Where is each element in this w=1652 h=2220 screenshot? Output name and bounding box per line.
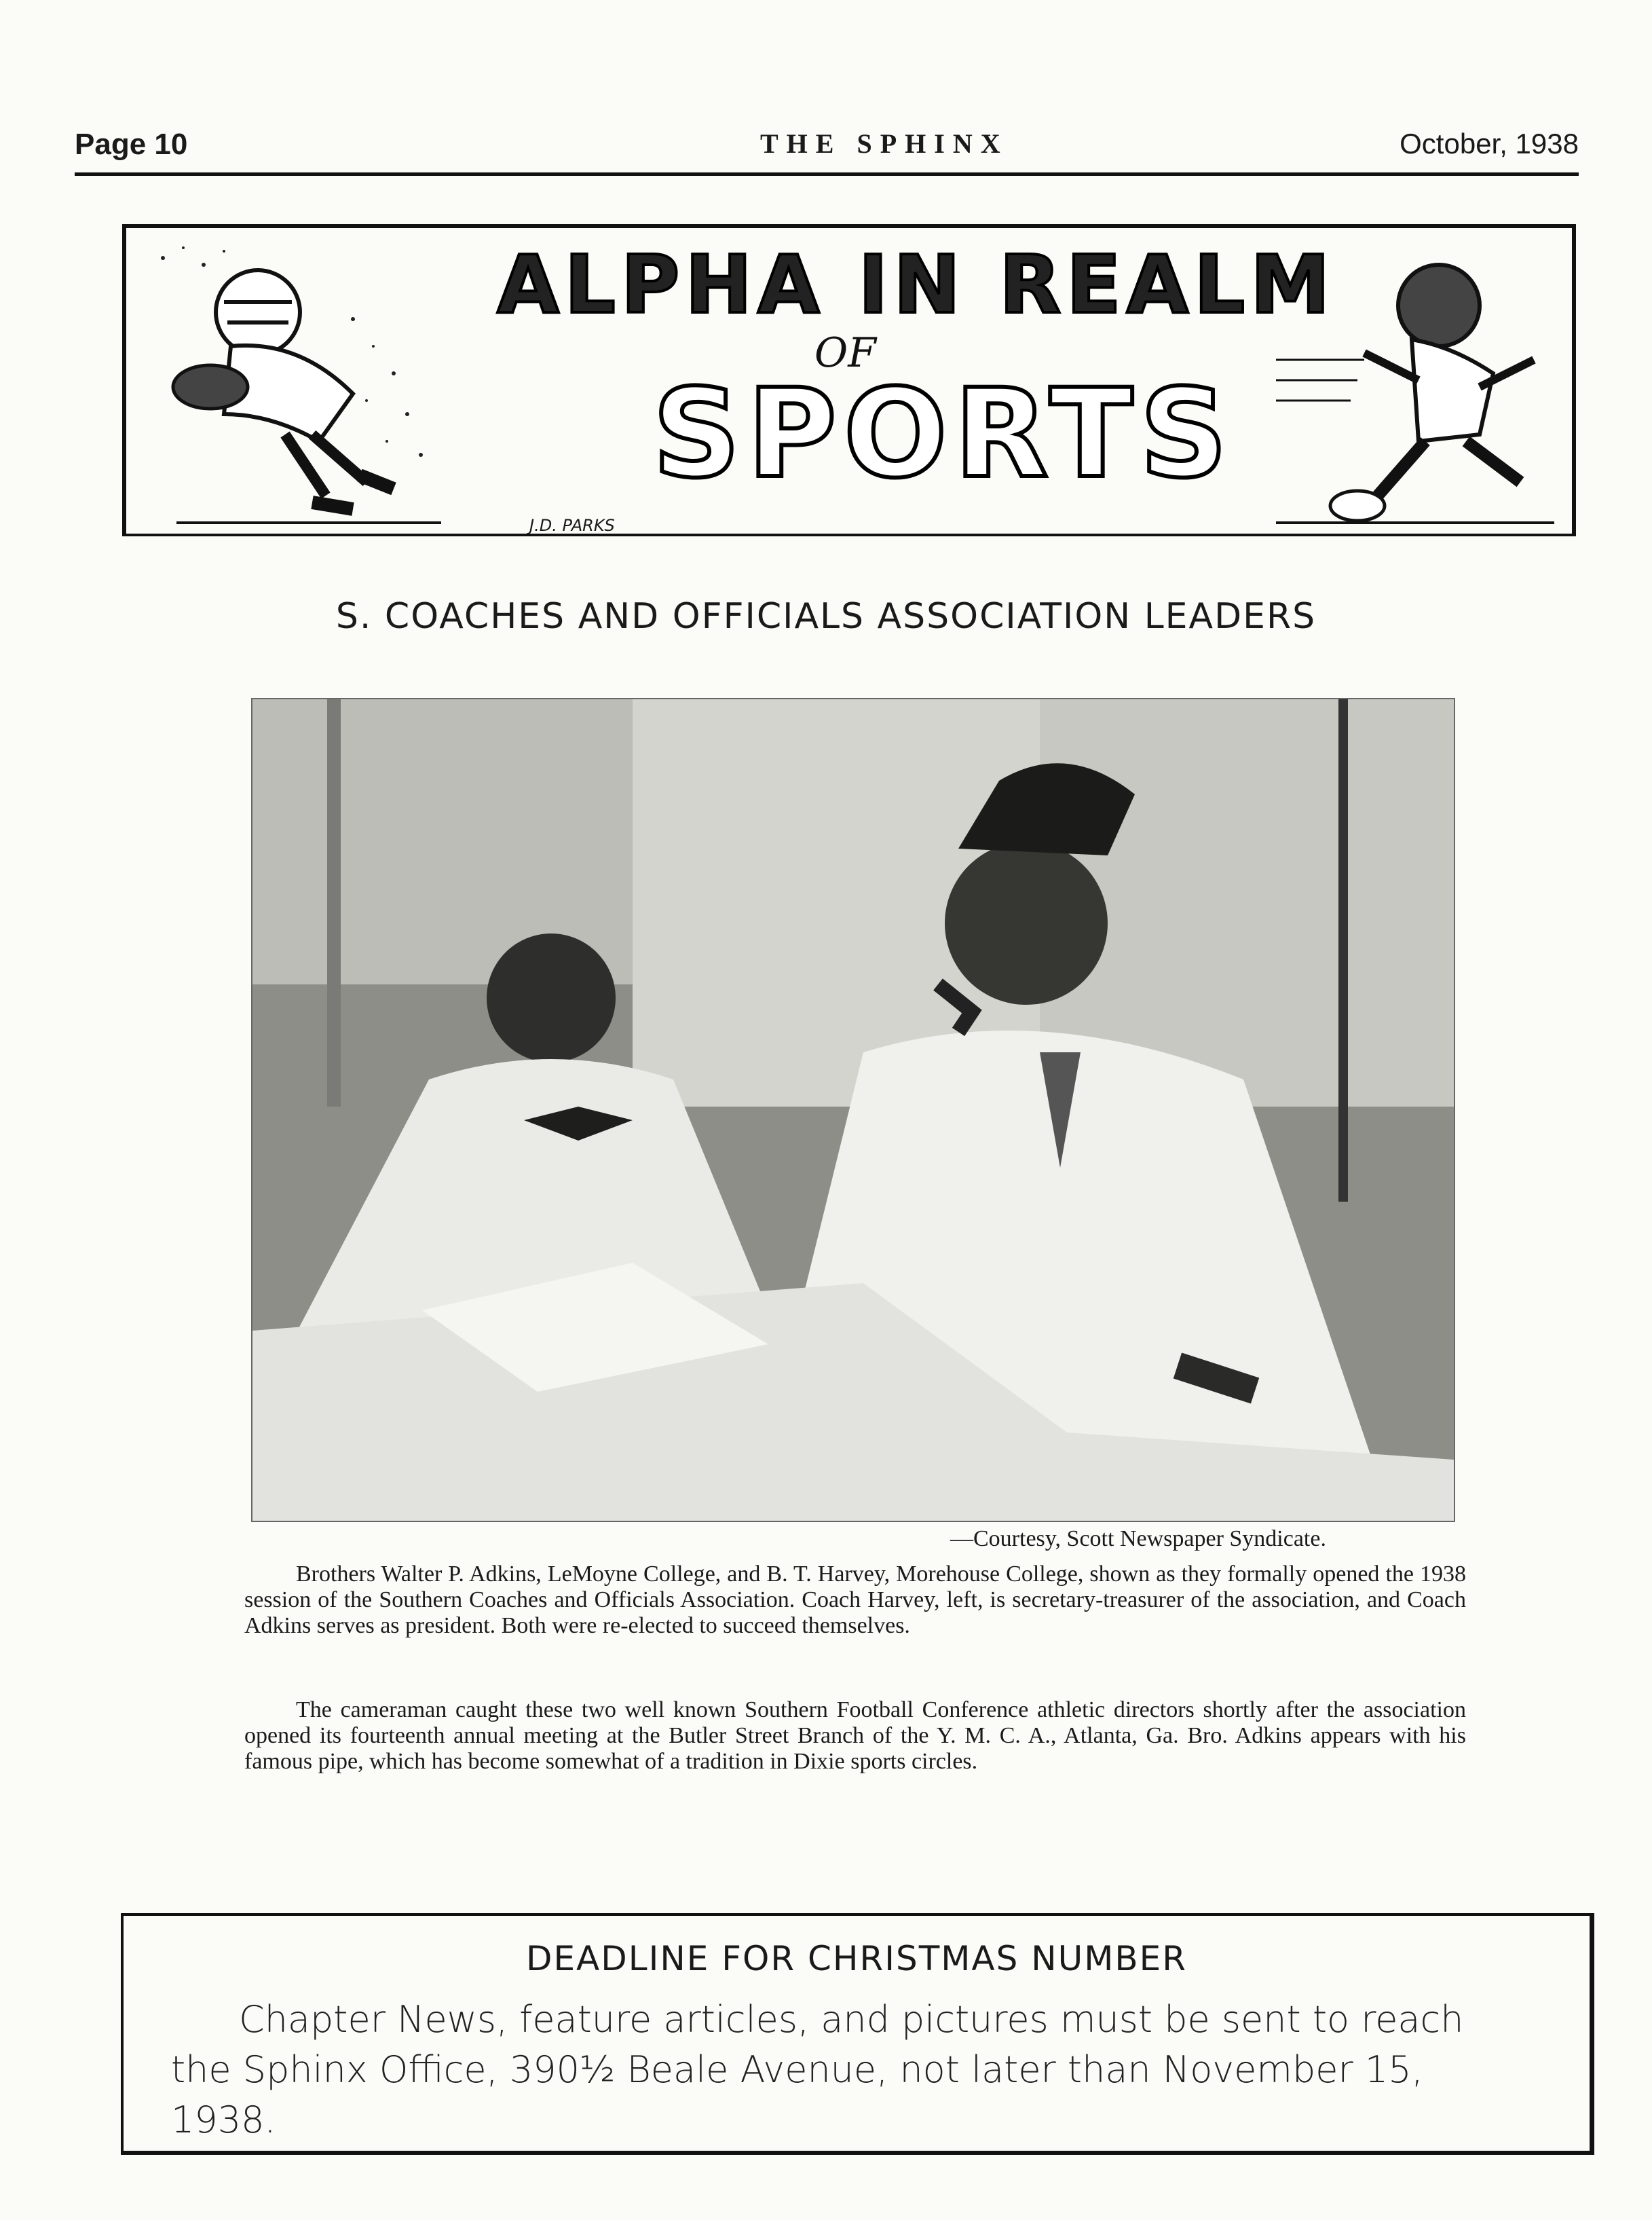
banner-title-sports: SPORTS (652, 363, 1235, 505)
banner-title-of: OF (814, 329, 876, 377)
banner-title-alpha-in-realm: ALPHA IN REALM (497, 238, 1336, 331)
deadline-notice-box (121, 1913, 1594, 2155)
photo-credit: —Courtesy, Scott Newspaper Syndicate. (950, 1526, 1326, 1551)
deadline-text: Chapter News, feature articles, and pictures must be sent to reach the Sphinx Office, 390½ Beale Avenue, not later than November 15, 1938. (171, 1998, 1464, 2141)
issue-date: October, 1938 (1400, 128, 1579, 160)
deadline-heading: DEADLINE FOR CHRISTMAS NUMBER (525, 1939, 1188, 1978)
article-paragraph-2: The cameraman caught these two well known Southern Football Conference athletic directors shortly after the association opened its fourteenth annual meeting at the Butler Street Branch of the Y. M. C. A., Atlanta, Ga. Bro. Adkins appears with his famous pipe, which has become somewhat of a tradition in Dixie sports circles. (244, 1697, 1466, 1774)
coaches-photo (251, 698, 1455, 1522)
publication-title: THE SPHINX (760, 128, 1009, 159)
header-rule (75, 172, 1579, 176)
page-number: Page 10 (75, 128, 188, 161)
artist-signature: J.D. PARKS (529, 516, 615, 535)
sports-banner (122, 224, 1575, 550)
article-headline: S. COACHES AND OFFICIALS ASSOCIATION LEADERS (335, 596, 1317, 637)
article-paragraph-1: Brothers Walter P. Adkins, LeMoyne College, and B. T. Harvey, Morehouse College, shown as they formally opened the 1938 session of the Southern Coaches and Officials Association. Coach Harvey, left, is secretary-treasurer of the association, and Coach Adkins serves as president. Both were re-elected to succeed themselves. (244, 1561, 1466, 1638)
left-football-player-illustration (149, 238, 448, 530)
page-header (75, 128, 1579, 168)
photo-illustration (252, 699, 1454, 1521)
